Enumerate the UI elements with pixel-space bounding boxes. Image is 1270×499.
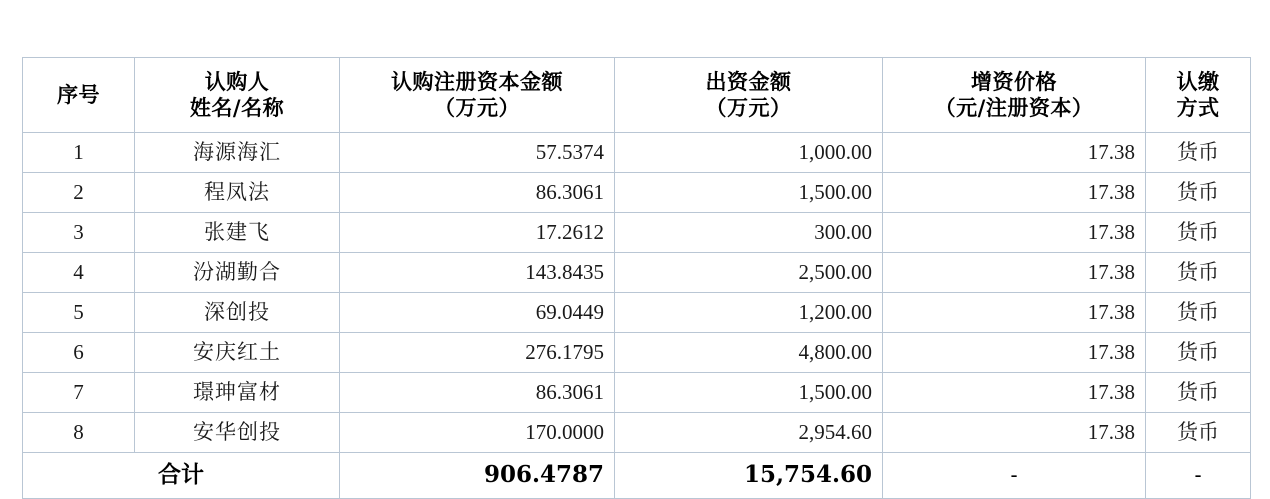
column-header-increase-price-line2: （元/注册资本） [934,95,1094,120]
cell-index: 7 [23,373,135,413]
cell-payment-method: 货币 [1146,333,1251,373]
cell-subscriber-name: 深创投 [135,293,340,333]
column-header-payment-method-line1: 认缴 [1176,68,1220,94]
cell-increase-price: 17.38 [883,333,1146,373]
cell-registered-capital: 69.0449 [340,293,615,333]
cell-contribution-amount: 1,000.00 [615,133,883,173]
column-header-registered-capital-line1: 认购注册资本金额 [391,68,563,94]
cell-contribution-amount: 2,954.60 [615,413,883,453]
table-body [23,133,1251,499]
table-row [23,253,1251,293]
cell-contribution-amount: 2,500.00 [615,253,883,293]
column-header-increase-price [883,58,1146,133]
cell-total-payment-method: - [1146,453,1251,499]
cell-index: 3 [23,213,135,253]
cell-index: 1 [23,133,135,173]
cell-total-contribution-amount: 15,754.60 [615,453,883,499]
table-row [23,213,1251,253]
cell-increase-price: 17.38 [883,133,1146,173]
cell-increase-price: 17.38 [883,173,1146,213]
cell-index: 6 [23,333,135,373]
capital-increase-table-container [22,57,1250,499]
cell-payment-method: 货币 [1146,413,1251,453]
cell-total-label: 合计 [23,453,340,499]
table-row [23,333,1251,373]
table-row [23,173,1251,213]
cell-payment-method: 货币 [1146,253,1251,293]
column-header-subscriber-name [135,58,340,133]
table-row [23,133,1251,173]
cell-increase-price: 17.38 [883,213,1146,253]
cell-subscriber-name: 安庆红土 [135,333,340,373]
cell-payment-method: 货币 [1146,133,1251,173]
cell-index: 2 [23,173,135,213]
column-header-contribution-amount-line1: 出资金额 [705,68,792,94]
cell-increase-price: 17.38 [883,253,1146,293]
column-header-index [23,58,135,133]
cell-contribution-amount: 4,800.00 [615,333,883,373]
cell-subscriber-name: 海源海汇 [135,133,340,173]
cell-registered-capital: 276.1795 [340,333,615,373]
table-row [23,373,1251,413]
column-header-contribution-amount [615,58,883,133]
capital-increase-table [22,57,1251,499]
table-header-row [23,58,1251,133]
cell-subscriber-name: 安华创投 [135,413,340,453]
cell-index: 8 [23,413,135,453]
cell-index: 5 [23,293,135,333]
column-header-registered-capital [340,58,615,133]
cell-increase-price: 17.38 [883,293,1146,333]
cell-subscriber-name: 汾湖勤合 [135,253,340,293]
cell-registered-capital: 86.3061 [340,173,615,213]
column-header-contribution-amount-line2: （万元） [705,95,792,120]
cell-payment-method: 货币 [1146,293,1251,333]
cell-payment-method: 货币 [1146,213,1251,253]
cell-increase-price: 17.38 [883,373,1146,413]
cell-subscriber-name: 程凤法 [135,173,340,213]
column-header-payment-method [1146,58,1251,133]
cell-contribution-amount: 1,200.00 [615,293,883,333]
table-total-row [23,453,1251,499]
cell-registered-capital: 170.0000 [340,413,615,453]
table-header [23,58,1251,133]
table-row [23,293,1251,333]
cell-registered-capital: 86.3061 [340,373,615,413]
cell-registered-capital: 57.5374 [340,133,615,173]
column-header-registered-capital-line2: （万元） [434,95,520,120]
cell-registered-capital: 143.8435 [340,253,615,293]
table-row [23,413,1251,453]
cell-index: 4 [23,253,135,293]
cell-contribution-amount: 1,500.00 [615,173,883,213]
column-header-increase-price-line1: 增资价格 [971,68,1057,94]
cell-increase-price: 17.38 [883,413,1146,453]
column-header-payment-method-line2: 方式 [1176,95,1220,120]
cell-total-registered-capital: 906.4787 [340,453,615,499]
cell-subscriber-name: 张建飞 [135,213,340,253]
cell-contribution-amount: 300.00 [615,213,883,253]
cell-payment-method: 货币 [1146,173,1251,213]
cell-payment-method: 货币 [1146,373,1251,413]
cell-subscriber-name: 璟珅富材 [135,373,340,413]
column-header-index-line1: 序号 [57,81,100,107]
cell-contribution-amount: 1,500.00 [615,373,883,413]
cell-registered-capital: 17.2612 [340,213,615,253]
cell-total-increase-price: - [883,453,1146,499]
column-header-subscriber-name-line1: 认购人 [204,68,270,94]
column-header-subscriber-name-line2: 姓名/名称 [189,95,285,120]
